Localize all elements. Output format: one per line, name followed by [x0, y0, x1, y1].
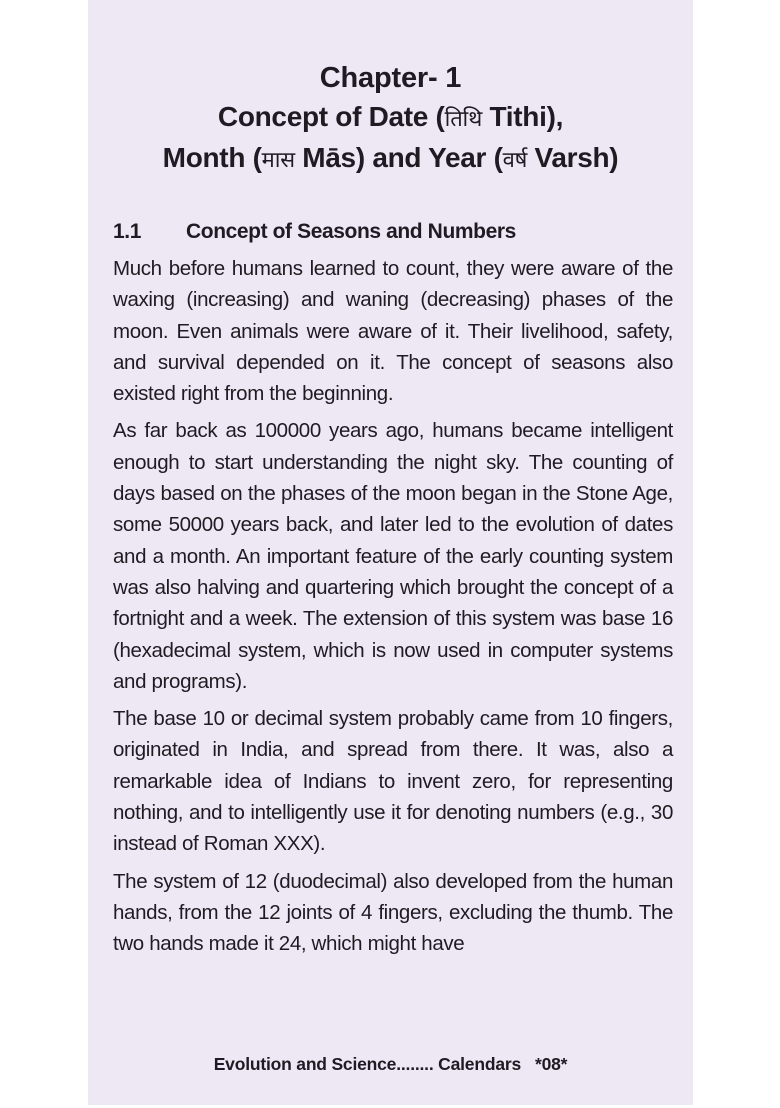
- devanagari-tithi: तिथि: [444, 107, 482, 132]
- section-heading: [113, 218, 516, 246]
- section-title: Concept of Seasons and Numbers: [186, 220, 516, 243]
- devanagari-maas: मास: [261, 148, 295, 173]
- chapter-title-line-1: [88, 98, 693, 139]
- section-number: 1.1: [113, 220, 141, 243]
- paragraph: The base 10 or decimal system probably came from 10 fingers, originated in India, and spread from there. It was, also a remarkable idea of Indians to invent zero, for representing nothing, and to intelligently use it for denoting numbers (e.g., 30 instead of Roman XXX).: [113, 707, 673, 856]
- footer-book-title: Evolution and Science........ Calendars: [213, 1054, 521, 1074]
- body-text: [113, 253, 673, 960]
- title-text: Tithi),: [482, 101, 564, 132]
- chapter-label: Chapter- 1: [319, 62, 462, 94]
- title-text: Mās) and Year (: [294, 142, 503, 173]
- title-text: Varsh): [527, 142, 619, 173]
- book-page: [88, 0, 693, 1105]
- chapter-title-line-2: [88, 139, 693, 180]
- devanagari-varsh: वर्ष: [502, 148, 528, 173]
- title-text: Concept of Date (: [217, 101, 445, 132]
- chapter-title: [88, 98, 693, 180]
- paragraph: As far back as 100000 years ago, humans became intelligent enough to start understanding the night sky. The counting of days based on the phases of the moon began in the Stone Age, some 50000 years back, and later led to the evolution of dates and a month. An important feature of the early counting system was also halving and quartering which brought the concept of a fortnight and a week. The extension of this system was base 16 (hexadecimal system, which is now used in computer systems and programs).: [113, 419, 673, 693]
- title-text: Month (: [162, 142, 262, 173]
- paragraph: The system of 12 (duodecimal) also developed from the human hands, from the 12 joints of 4 fingers, excluding the thumb. The two hands made it 24, which might have: [113, 869, 673, 956]
- page-number: *08*: [535, 1054, 568, 1074]
- page-footer: [88, 1052, 693, 1076]
- paragraph: Much before humans learned to count, they were aware of the waxing (increasing) and waning (decreasing) phases of the moon. Even animals were aware of it. Their livelihood, safety, and survival depended on it. The concept of seasons also existed right from the beginning.: [113, 257, 673, 406]
